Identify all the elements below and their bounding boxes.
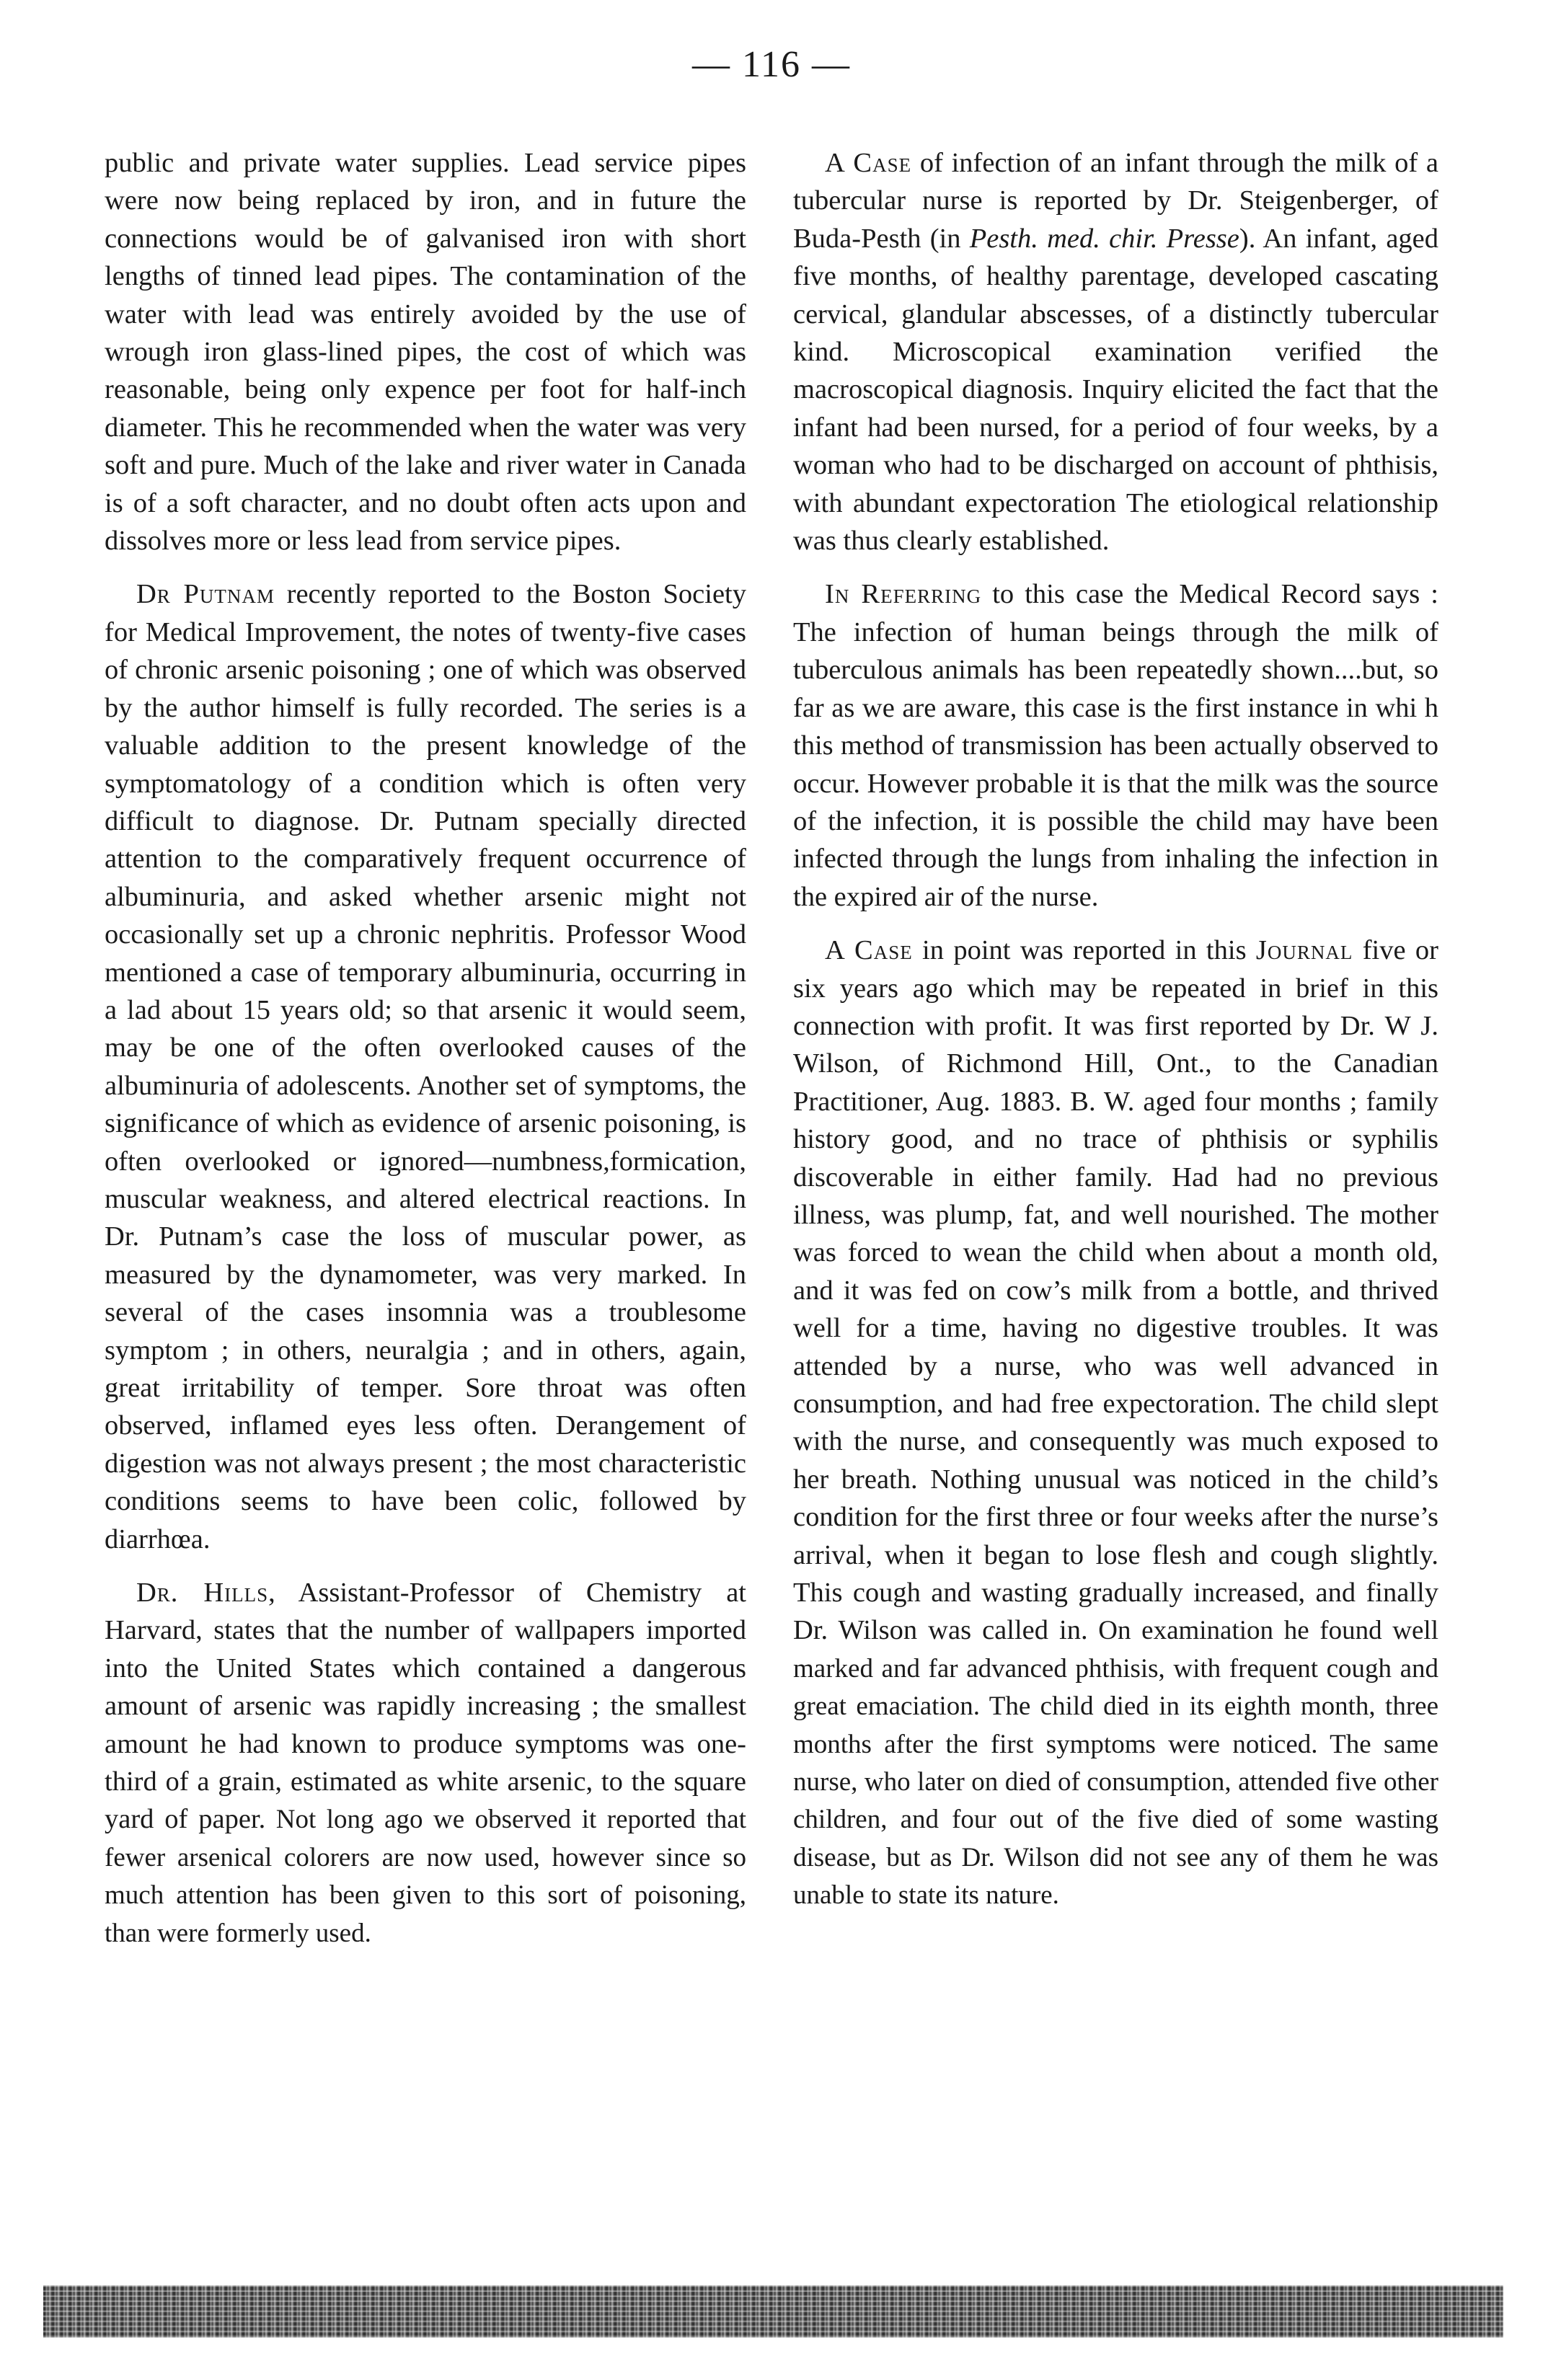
paragraph-lead-hills: Dr. Hills xyxy=(136,1578,269,1609)
paragraph-infant-body-a: of infection of an infant through the milk of a tubercular nurse is reported by Dr. Steigenberger, of Buda-Pesth (in xyxy=(793,148,1438,254)
paragraph-referring-body: to this case the Medical Record says : The infection of human beings through the milk of tuberculous animals has been repeatedly shown....but, so far as we are aware, this case is the first instance in whi h this method of transmission has been actually observed to occur. However probable it is that the milk was the source of the infection, it is possible the child may have been infected through the lungs from inhaling the infection in the expired air of the nurse. xyxy=(793,579,1439,912)
paragraph-infant-body-b: ). An infant, aged five months, of healthy parentage, developed cascating cervical, glandular abscesses, of a distinctly tubercular kind. Microscopical examination verified the macroscopical diagnosis. Inquiry elicited the fact that the infant had been nursed, for a period of four weeks, by a woman who had to be discharged on account of phthisis, with abundant expectoration The etiological relationship was thus clearly established. xyxy=(793,223,1438,557)
paragraph-lead-case: A Case xyxy=(825,148,912,178)
paragraph-water-supplies: public and private water supplies. Lead service pipes were now being replaced by iron, and in future the connections would be of galvanised iron with short lengths of tinned lead pipes. The contamination of the water with lead was entirely avoided by the use of wrough iron glass-lined pipes, the cost of which was reasonable, being only expence per foot for half-inch diameter. This he recommended when the water was very soft and pure. Much of the lake and river water in Canada is of a soft character, and no doubt often acts upon and dissolves more or less lead from service pipes. xyxy=(105,148,746,557)
paragraph-putnam xyxy=(105,575,746,1558)
paragraph-wilson-body-a: in point was reported in this xyxy=(912,935,1256,966)
paragraph-wilson-body-b: five or six years ago which may be repeated in brief in this connection with profit. It was first reported by Dr. W J. Wilson, of Richmond Hill, Ont., to the Canadian Practitioner, Aug. 1883. B. W. aged four months ; family history good, and no trace of phthisis or syphilis discoverable in either family. Had had no previous illness, was plump, fat, and well nourished. The mother was forced to wean the child when about a month old, and it was fed on cow’s milk from a bottle, and thrived well for a time, having no digestive troubles. It was attended by a nurse, who was well advanced in consumption, and had free expectoration. The child slept with the nurse, and consequently was much exposed to her breath. Nothing unusual was noticed in the child’s condition for the first three or four weeks after the nurse’s arrival, when it began to lose flesh and cough slightly. This cough and wasting gradually increased, and finally Dr. Wilson was called in. xyxy=(793,935,1438,1646)
paragraph-journal-citation: Pesth. med. chir. Presse xyxy=(969,223,1239,254)
paragraph-hills xyxy=(105,1574,746,1952)
paragraph-lead-putnam: Dr Putnam xyxy=(136,579,275,610)
scan-noise-band xyxy=(43,2286,1503,2337)
paragraph-lead-case-2: A Case xyxy=(825,935,913,966)
left-column xyxy=(105,144,746,1968)
right-column xyxy=(793,144,1438,1930)
paragraph-lead-referring: In Referring xyxy=(825,579,982,610)
paragraph-wilson-tail: On examination he found well marked and far advanced phthisis, with frequent cough and great emaciation. The child died in its eighth month, three months after the first symptoms were noticed. The same nurse, who later on died of consumption, attended five other children, and four out of the five died of some wasting disease, but as Dr. Wilson did not see any of them he was unable to state its nature. xyxy=(793,1616,1438,1911)
paragraph-putnam-body: recently reported to the Boston Society for Medical Improvement, the notes of twenty-five cases of chronic arsenic poisoning ; one of which was observed by the author himself is fully recorded. The series is a valuable addition to the present knowledge of the symptomatology of a condition which is often very difficult to diagnose. Dr. Putnam specially directed attention to the comparatively frequent occurrence of albuminuria, and asked whether arsenic might not occasionally set up a chronic nephritis. Professor Wood mentioned a case of temporary albuminuria, occurring in a lad about 15 years old; so that arsenic it would seem, may be one of the often overlooked causes of the albuminuria of adolescents. Another set of symptoms, the significance of which as evidence of arsenic poisoning, is often overlooked or ignored—numbness,formication, muscular weakness, and altered electrical reactions. In Dr. Putnam’s case the loss of muscular power, as measured by the dynamometer, was very marked. In several of the cases insomnia was a troublesome symptom ; in others, neuralgia ; and in others, again, great irritability of temper. Sore throat was often observed, inflamed eyes less often. Derangement of digestion was not always present ; the most characteristic conditions seems to have been colic, followed by diarrhœa. xyxy=(105,579,746,1554)
paragraph-infant-infection xyxy=(793,144,1438,559)
paragraph-hills-body: , Assistant-Professor of Chemistry at Harvard, states that the number of wallpapers imported into the United States which contained a dangerous amount of arsenic was rapidly increasing ; the smallest amount he had known to produce symptoms was one-third of a grain, estimated as white arsenic, to the square yard of paper. xyxy=(105,1578,747,1835)
page-number: — 116 — xyxy=(691,44,852,85)
paragraph-journal-word: Journal xyxy=(1255,935,1353,966)
paragraph-hills-tail: Not long ago we observed it reported that fewer arsenical colorers are now used, however since so much attention has been given to this sort of poisoning, than were formerly used. xyxy=(105,1805,747,1948)
paragraph-wilson-case xyxy=(793,932,1438,1914)
paragraph-referring xyxy=(793,575,1438,916)
